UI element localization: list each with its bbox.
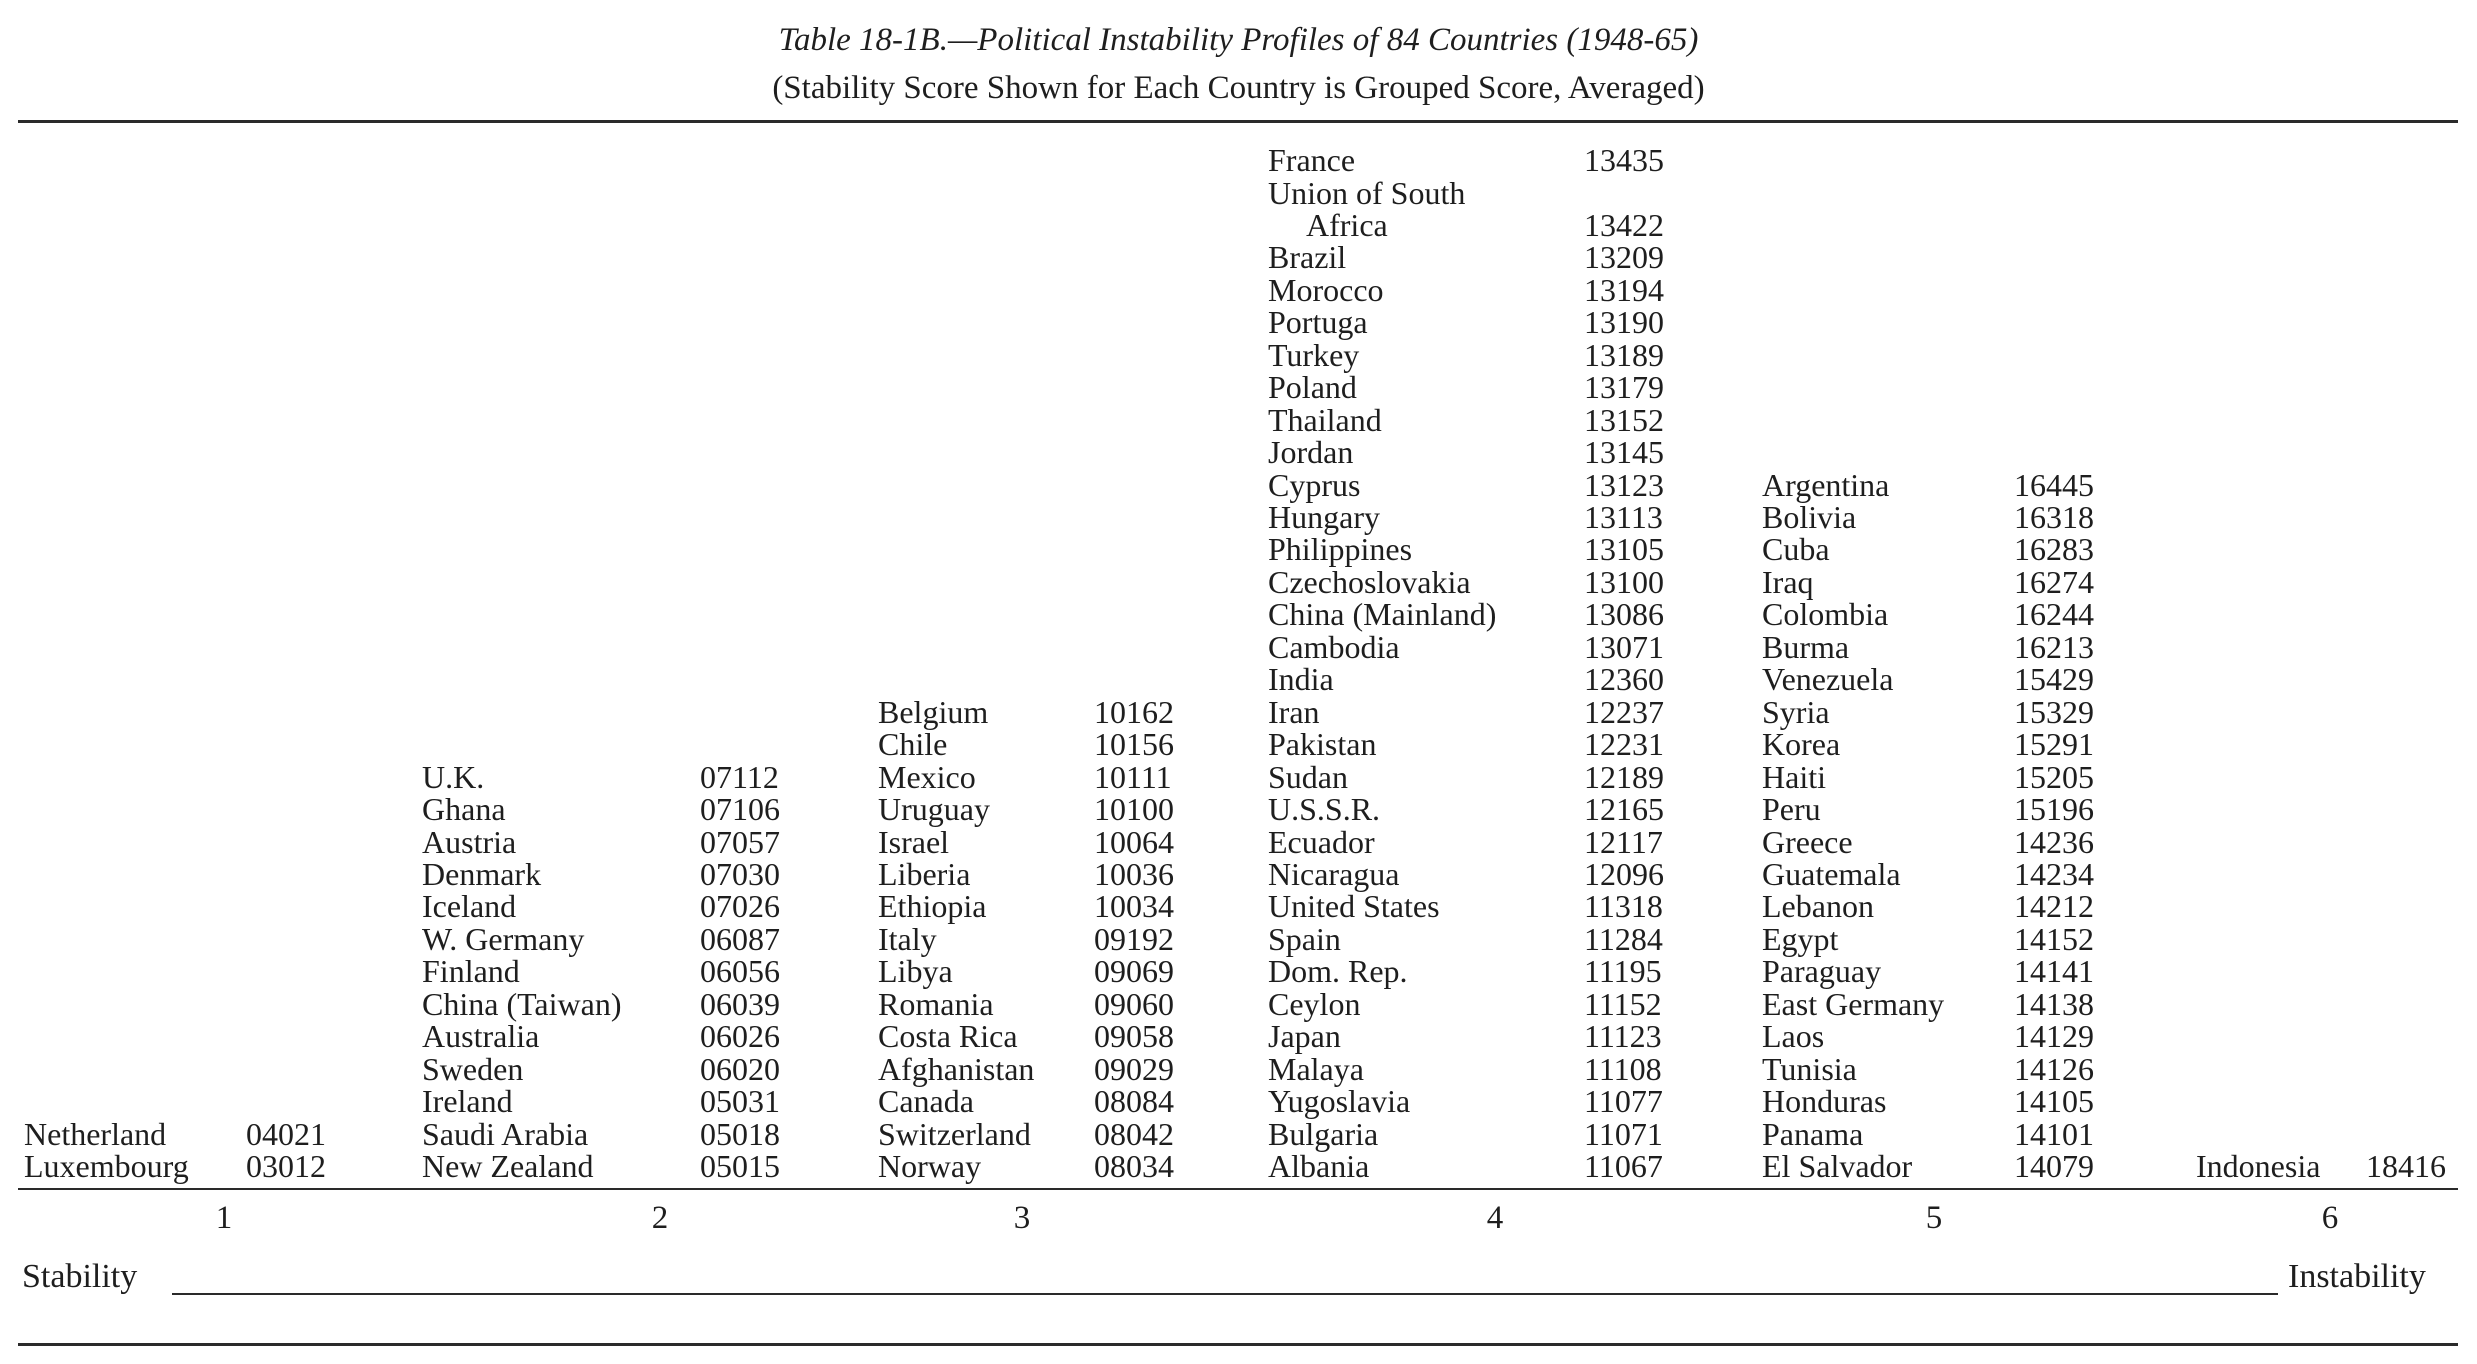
stability-score: 11108 — [1584, 1050, 1662, 1087]
country-name: Hungary — [1268, 499, 1380, 535]
stability-score: 13071 — [1584, 628, 1664, 665]
stability-score: 13189 — [1584, 336, 1664, 373]
country-name: Panama — [1762, 1115, 1864, 1152]
stability-score: 10064 — [1094, 823, 1174, 860]
stability-score: 05015 — [700, 1148, 780, 1184]
country-name: India — [1268, 661, 1334, 698]
country-name: Finland — [422, 953, 520, 990]
country-name: Turkey — [1268, 336, 1360, 373]
stability-score: 08042 — [1094, 1115, 1174, 1152]
country-name: China (Mainland) — [1268, 596, 1497, 633]
stability-score: 13152 — [1584, 401, 1664, 438]
stability-score: 04021 — [246, 1115, 326, 1152]
bottom-rule — [18, 1343, 2458, 1346]
country-name: New Zealand — [422, 1148, 594, 1184]
stability-score: 14138 — [2014, 985, 2094, 1022]
country-name: Libya — [878, 953, 953, 990]
country-name: Indonesia — [2196, 1148, 2321, 1184]
country-name: Italy — [878, 920, 937, 957]
stability-score: 11284 — [1584, 920, 1663, 957]
country-name: Lebanon — [1762, 888, 1874, 925]
country-name: Sweden — [422, 1050, 524, 1087]
stability-score: 16244 — [2014, 596, 2094, 633]
stability-score: 11318 — [1584, 888, 1663, 925]
country-name: Dom. Rep. — [1268, 953, 1408, 990]
column-number-4: 4 — [1486, 1200, 1504, 1236]
stability-score: 14152 — [2014, 920, 2094, 957]
stability-score: 09192 — [1094, 920, 1174, 957]
stability-score: 13422 — [1584, 206, 1664, 243]
country-name: Ethiopia — [878, 888, 987, 925]
country-name: Morocco — [1268, 271, 1384, 308]
stability-score: 10162 — [1094, 693, 1174, 730]
stability-score: 14234 — [2014, 855, 2094, 892]
country-name: Afghanistan — [878, 1050, 1035, 1087]
stability-score: 12117 — [1584, 823, 1663, 860]
country-name: Philippines — [1268, 531, 1413, 568]
table-subtitle: (Stability Score Shown for Each Country is Grouped Score, Averaged) — [772, 70, 1705, 106]
stability-score: 09069 — [1094, 953, 1174, 990]
stability-score: 07030 — [700, 855, 780, 892]
country-name: Austria — [422, 823, 517, 860]
stability-score: 12231 — [1584, 726, 1664, 763]
stability-score: 08034 — [1094, 1148, 1174, 1184]
country-name: Chile — [878, 726, 948, 763]
stability-score: 07057 — [700, 823, 780, 860]
country-name: United States — [1268, 888, 1440, 925]
stability-score: 10111 — [1094, 758, 1172, 795]
stability-score: 13194 — [1584, 271, 1664, 308]
country-name: Costa Rica — [878, 1018, 1018, 1055]
country-name: Greece — [1762, 823, 1853, 860]
top-rule — [18, 120, 2458, 123]
stability-score: 12237 — [1584, 693, 1664, 730]
stability-score: 11067 — [1584, 1148, 1663, 1184]
stability-score: 10036 — [1094, 855, 1174, 892]
country-name: Burma — [1762, 628, 1850, 665]
country-name: Venezuela — [1762, 661, 1894, 698]
stability-score: 11195 — [1584, 953, 1662, 990]
country-name: El Salvador — [1762, 1148, 1913, 1184]
country-name: Cyprus — [1268, 466, 1361, 503]
country-name: Poland — [1268, 369, 1357, 406]
country-name: Guatemala — [1762, 855, 1901, 892]
country-name: Uruguay — [878, 791, 990, 828]
stability-score: 09058 — [1094, 1018, 1174, 1055]
country-name: Ireland — [422, 1083, 513, 1120]
country-name: Netherland — [24, 1115, 167, 1152]
stability-score: 14101 — [2014, 1115, 2094, 1152]
country-name: Ecuador — [1268, 823, 1375, 860]
stability-score: 07112 — [700, 758, 779, 795]
stability-score: 09029 — [1094, 1050, 1174, 1087]
country-name: Colombia — [1762, 596, 1889, 633]
stability-score: 13100 — [1584, 563, 1664, 600]
country-name: Belgium — [878, 693, 989, 730]
column-number-6: 6 — [2321, 1200, 2339, 1236]
country-name: U.K. — [422, 758, 485, 795]
country-name: Bolivia — [1762, 499, 1857, 535]
stability-score: 16274 — [2014, 563, 2094, 600]
stability-score: 09060 — [1094, 985, 1174, 1022]
country-name: Thailand — [1268, 401, 1382, 438]
stability-score: 05031 — [700, 1083, 780, 1120]
stability-score: 16445 — [2014, 466, 2094, 503]
stability-score: 08084 — [1094, 1083, 1174, 1120]
stability-score: 15429 — [2014, 661, 2094, 698]
columns-baseline-rule — [18, 1188, 2458, 1190]
country-name: Cambodia — [1268, 628, 1400, 665]
column-number-5: 5 — [1925, 1200, 1943, 1236]
stability-score: 06056 — [700, 953, 780, 990]
country-name: Iraq — [1762, 563, 1814, 600]
country-name: Pakistan — [1268, 726, 1377, 763]
stability-score: 12165 — [1584, 791, 1664, 828]
stability-score: 15291 — [2014, 726, 2094, 763]
country-name: Switzerland — [878, 1115, 1031, 1152]
country-name: Nicaragua — [1268, 855, 1400, 892]
stability-score: 12189 — [1584, 758, 1664, 795]
stability-score: 11071 — [1584, 1115, 1663, 1152]
stability-score: 14129 — [2014, 1018, 2094, 1055]
stability-score: 13145 — [1584, 434, 1664, 471]
stability-score: 11152 — [1584, 985, 1662, 1022]
country-name: Saudi Arabia — [422, 1115, 589, 1152]
country-name: Paraguay — [1762, 953, 1882, 990]
stability-score: 13190 — [1584, 304, 1664, 341]
stability-score: 14126 — [2014, 1050, 2094, 1087]
stability-score: 16283 — [2014, 531, 2094, 568]
stability-score: 14212 — [2014, 888, 2094, 925]
country-name: Sudan — [1268, 758, 1348, 795]
stability-score: 13086 — [1584, 596, 1664, 633]
country-name: Denmark — [422, 855, 542, 892]
stability-score: 13179 — [1584, 369, 1664, 406]
country-name: Peru — [1762, 791, 1821, 828]
country-name: Liberia — [878, 855, 971, 892]
country-name: East Germany — [1762, 985, 1945, 1022]
country-name: Iceland — [422, 888, 517, 925]
stability-score: 06020 — [700, 1050, 780, 1087]
stability-scale-line — [172, 1293, 2278, 1295]
stability-score: 15329 — [2014, 693, 2094, 730]
column-number-3: 3 — [1013, 1200, 1031, 1236]
stability-score: 10156 — [1094, 726, 1174, 763]
country-name: Africa — [1306, 206, 1388, 243]
country-name: U.S.S.R. — [1268, 791, 1381, 828]
country-name: Honduras — [1762, 1083, 1887, 1120]
country-name: Canada — [878, 1083, 974, 1120]
stability-score: 06026 — [700, 1018, 780, 1055]
country-name: Albania — [1268, 1148, 1370, 1184]
stability-score: 10034 — [1094, 888, 1174, 925]
country-name: Korea — [1762, 726, 1841, 763]
stability-score: 14141 — [2014, 953, 2094, 990]
stability-score: 10100 — [1094, 791, 1174, 828]
country-name: Mexico — [878, 758, 976, 795]
country-name: Ghana — [422, 791, 506, 828]
country-name: Spain — [1268, 920, 1341, 957]
country-name: Japan — [1268, 1018, 1341, 1055]
country-name: Bulgaria — [1268, 1115, 1379, 1152]
stability-score: 13105 — [1584, 531, 1664, 568]
stability-score: 13435 — [1584, 142, 1664, 179]
country-name: Laos — [1762, 1018, 1825, 1055]
stability-score: 07106 — [700, 791, 780, 828]
country-name: Luxembourg — [24, 1148, 189, 1184]
stability-score: 06039 — [700, 985, 780, 1022]
stability-score: 14079 — [2014, 1148, 2094, 1184]
country-name: Portuga — [1268, 304, 1368, 341]
country-name: Union of South — [1268, 174, 1466, 211]
stability-score: 12360 — [1584, 661, 1664, 698]
stability-score: 13209 — [1584, 239, 1664, 276]
column-number-2: 2 — [651, 1200, 669, 1236]
country-name: Tunisia — [1762, 1050, 1857, 1087]
country-name: Australia — [422, 1018, 540, 1055]
stability-score: 11077 — [1584, 1083, 1663, 1120]
table-title: Table 18-1B.—Political Instability Profiles of 84 Countries (1948-65) — [778, 22, 1699, 58]
country-name: Syria — [1762, 693, 1830, 730]
stability-score: 18416 — [2366, 1148, 2446, 1184]
country-name: Argentina — [1762, 466, 1890, 503]
country-name: Czechoslovakia — [1268, 563, 1471, 600]
stability-score: 05018 — [700, 1115, 780, 1152]
country-name: W. Germany — [422, 920, 585, 957]
country-name: China (Taiwan) — [422, 985, 622, 1022]
stability-score: 16318 — [2014, 499, 2094, 535]
stability-score: 03012 — [246, 1148, 326, 1184]
stability-label: Stability — [22, 1258, 138, 1295]
country-name: Cuba — [1762, 531, 1830, 568]
stability-score: 13113 — [1584, 499, 1663, 535]
country-name: Yugoslavia — [1268, 1083, 1411, 1120]
stability-score: 06087 — [700, 920, 780, 957]
country-name: Ceylon — [1268, 985, 1361, 1022]
country-name: Romania — [878, 985, 994, 1022]
column-number-1: 1 — [215, 1200, 233, 1236]
stability-score: 15196 — [2014, 791, 2094, 828]
stability-score: 11123 — [1584, 1018, 1662, 1055]
stability-score: 07026 — [700, 888, 780, 925]
country-name: Brazil — [1268, 239, 1347, 276]
country-name: Israel — [878, 823, 950, 860]
country-name: Malaya — [1268, 1050, 1364, 1087]
country-name: Haiti — [1762, 758, 1826, 795]
stability-score: 13123 — [1584, 466, 1664, 503]
country-name: Jordan — [1268, 434, 1354, 471]
country-name: Norway — [878, 1148, 982, 1184]
country-name: Iran — [1268, 693, 1320, 730]
stability-score: 12096 — [1584, 855, 1664, 892]
country-name: Egypt — [1762, 920, 1839, 957]
stability-score: 15205 — [2014, 758, 2094, 795]
country-name: France — [1268, 142, 1356, 179]
stability-score: 16213 — [2014, 628, 2094, 665]
stability-score: 14236 — [2014, 823, 2094, 860]
instability-label: Instability — [2288, 1258, 2426, 1295]
stability-score: 14105 — [2014, 1083, 2094, 1120]
